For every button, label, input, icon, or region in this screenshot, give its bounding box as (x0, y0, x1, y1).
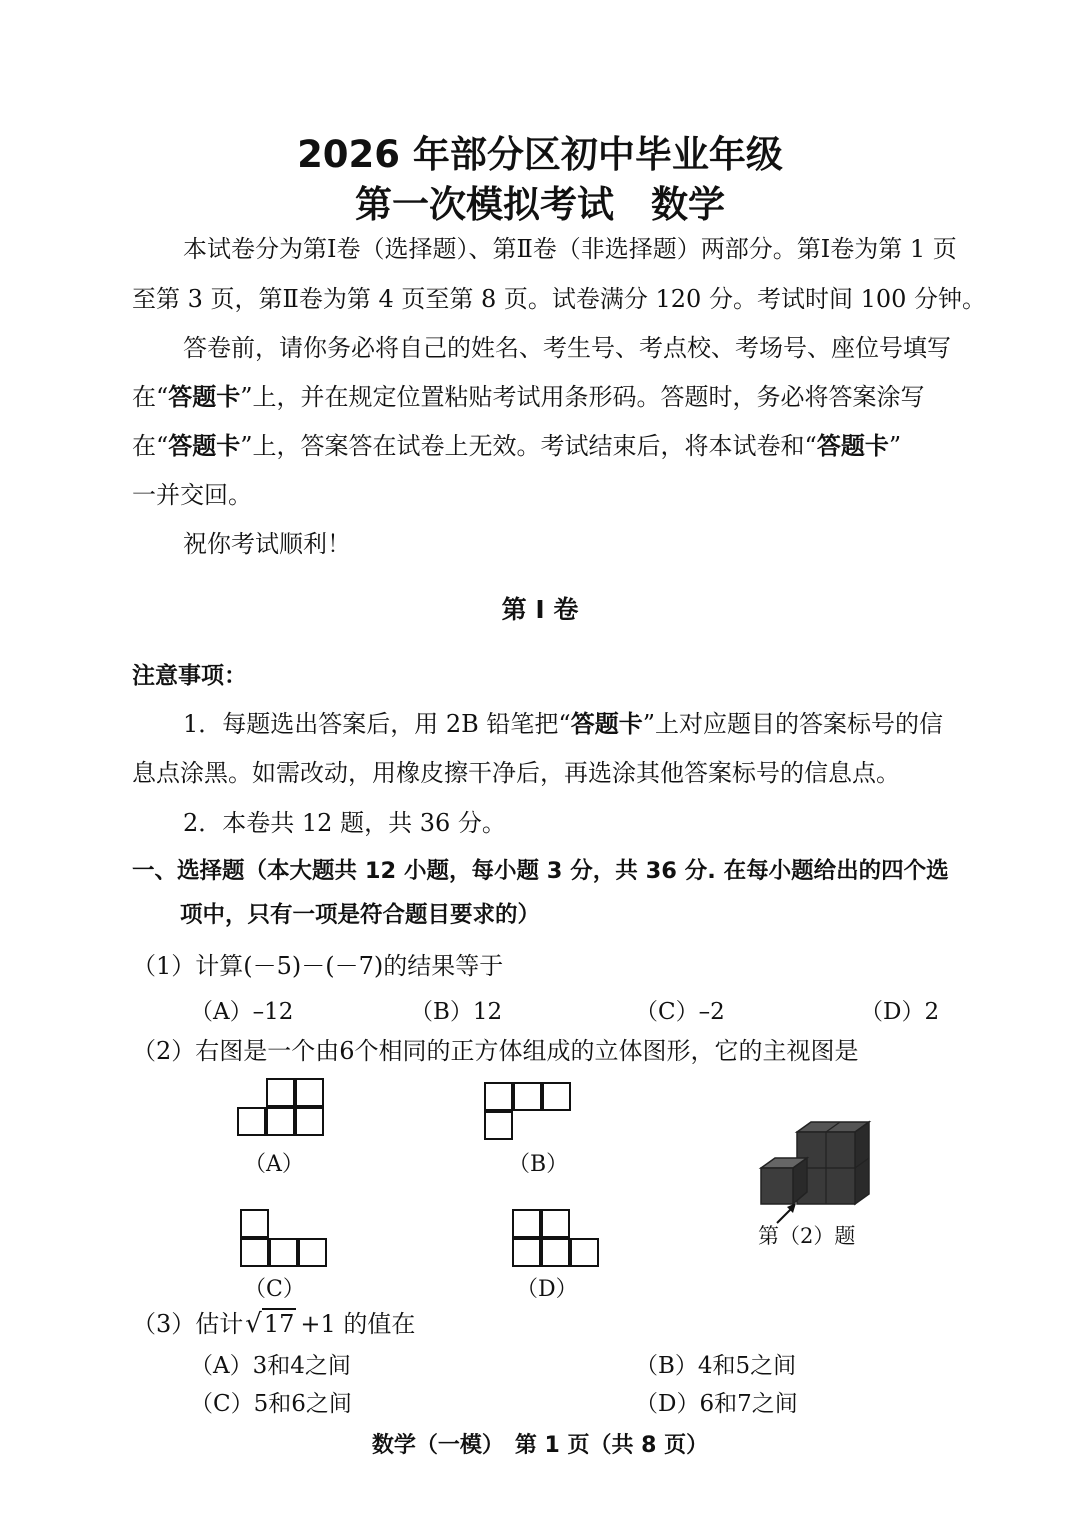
q3-option-c: （C）5和6之间 (190, 1391, 352, 1417)
radicand: 17 (263, 1310, 295, 1338)
q3-option-b: （B）4和5之间 (635, 1353, 797, 1379)
square (240, 1238, 269, 1267)
note-2: 2．本卷共 12 题，共 36 分。 (183, 809, 506, 837)
q3-option-d: （D）6和7之间 (635, 1391, 798, 1417)
text: +1 的值在 (300, 1310, 416, 1338)
q2-cube-figure (755, 1120, 875, 1216)
square (541, 1209, 570, 1238)
square (541, 1238, 570, 1267)
cube-front (761, 1168, 793, 1204)
sqrt-icon: √ (245, 1309, 262, 1339)
q2-option-d-label: （D） (516, 1277, 578, 1302)
text: （3）估计 (132, 1310, 244, 1338)
text: ”上，并在规定位置粘贴考试用条形码。答题时，务必将答案涂写 (240, 383, 925, 411)
square (570, 1238, 599, 1267)
square (484, 1111, 513, 1140)
square (512, 1209, 541, 1238)
square (542, 1082, 571, 1111)
answer-card-emphasis: 答题卡 (570, 710, 643, 738)
answer-card-emphasis: 答题卡 (168, 432, 241, 460)
q1-stem: （1）计算(－5)－(－7)的结果等于 (132, 952, 504, 980)
q1-option-c: （C）–2 (635, 999, 725, 1025)
exam-title-line1: 2026 年部分区初中毕业年级 (297, 133, 783, 176)
text: ”上，答案答在试卷上无效。考试结束后，将本试卷和“ (240, 432, 817, 460)
square (266, 1107, 295, 1136)
square (269, 1238, 298, 1267)
q2-option-c-label: （C） (244, 1277, 305, 1302)
square (295, 1078, 324, 1107)
q2-option-b-label: （B） (508, 1152, 569, 1177)
intro-p3: 祝你考试顺利！ (183, 530, 351, 558)
q2-stem: （2）右图是一个由6个相同的正方体组成的立体图形，它的主视图是 (132, 1037, 859, 1065)
note-1-line2: 息点涂黑。如需改动，用橡皮擦干净后，再选涂其他答案标号的信息点。 (132, 759, 900, 787)
square (295, 1107, 324, 1136)
q3-stem (132, 1308, 415, 1340)
square (484, 1082, 513, 1111)
part1-heading-line1: 一、选择题（本大题共 12 小题，每小题 3 分，共 36 分. 在每小题给出的四个选 (132, 858, 949, 884)
square (240, 1209, 269, 1238)
page-footer: 数学（一模） 第 1 页（共 8 页） (371, 1433, 709, 1458)
text: 在“ (132, 432, 169, 460)
answer-card-emphasis: 答题卡 (168, 383, 241, 411)
q1-option-b: （B）12 (410, 999, 503, 1025)
notes-heading: 注意事项： (132, 663, 247, 689)
answer-card-emphasis: 答题卡 (816, 432, 889, 460)
exam-title-line2: 第一次模拟考试 数学 (355, 183, 725, 226)
text: 在“ (132, 383, 169, 411)
q1-option-d: （D）2 (860, 999, 940, 1025)
section-title: 第 Ⅰ 卷 (501, 595, 579, 624)
intro-p2-line3 (132, 430, 901, 462)
text: ”上对应题目的答案标号的信 (642, 710, 943, 738)
intro-p2-line4: 一并交回。 (132, 481, 252, 509)
q2-figure-caption: 第（2）题 (758, 1224, 856, 1248)
sqrt-expression (245, 1308, 296, 1340)
part1-heading-line2: 项中，只有一项是符合题目要求的） (180, 902, 541, 928)
q1-option-a: （A）–12 (190, 999, 294, 1025)
text: 1．每题选出答案后，用 2B 铅笔把“ (183, 710, 571, 738)
intro-p1-line2: 至第 3 页，第Ⅱ卷为第 4 页至第 8 页。试卷满分 120 分。考试时间 100 分钟。 (132, 285, 987, 313)
intro-p2-line1: 答卷前，请你务必将自己的姓名、考生号、考点校、考场号、座位号填写 (183, 334, 951, 362)
q3-option-a: （A）3和4之间 (190, 1353, 351, 1379)
square (266, 1078, 295, 1107)
square (513, 1082, 542, 1111)
note-1-line1 (183, 708, 943, 740)
square (237, 1107, 266, 1136)
text: ” (888, 432, 902, 460)
intro-p1-line1: 本试卷分为第Ⅰ卷（选择题）、第Ⅱ卷（非选择题）两部分。第Ⅰ卷为第 1 页 (183, 235, 957, 263)
intro-p2-line2 (132, 381, 925, 413)
square (298, 1238, 327, 1267)
q2-option-a-label: （A） (244, 1152, 304, 1177)
square (512, 1238, 541, 1267)
